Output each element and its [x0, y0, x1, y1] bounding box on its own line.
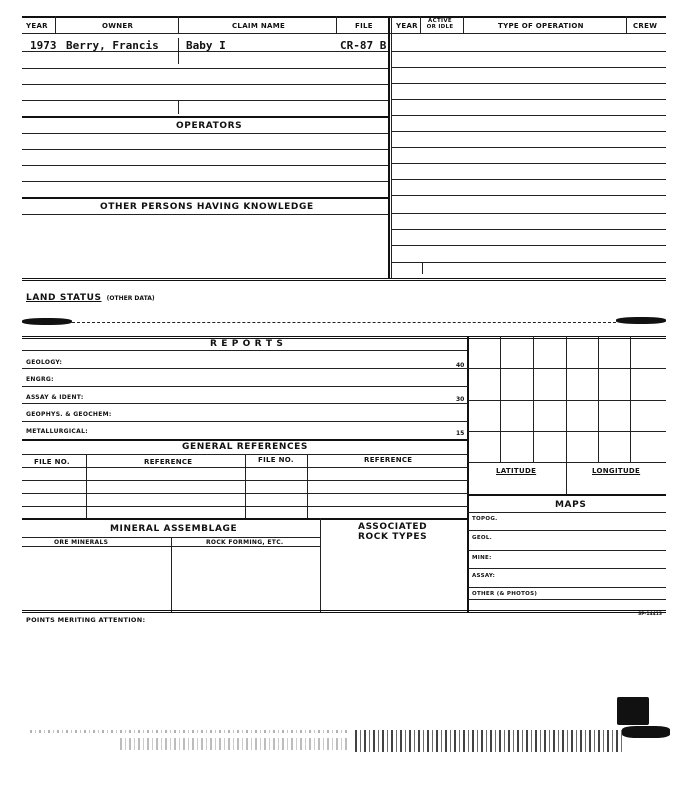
ref-header-file-no-1: FILE NO. — [34, 458, 70, 466]
entry-file: CR-87 B — [340, 39, 387, 52]
entry-year: 1973 — [30, 39, 57, 52]
scan-noise-dark — [355, 730, 625, 752]
header-crew: CREW — [633, 22, 658, 30]
report-geophys: GEOPHYS. & GEOCHEM: — [26, 411, 112, 418]
ore-minerals-header: ORE MINERALS — [54, 539, 109, 546]
ref-header-file-no-2: FILE NO. — [258, 456, 294, 464]
other-persons-title: OTHER PERSONS HAVING KNOWLEDGE — [100, 202, 314, 212]
scan-noise-band — [120, 738, 350, 750]
form-code: SP-14413 — [638, 612, 662, 617]
map-geol: GEOL. — [472, 535, 493, 541]
operators-title: OPERATORS — [176, 121, 243, 131]
scan-dark-block — [617, 697, 649, 725]
rock-forming-header: ROCK FORMING, ETC. — [206, 539, 284, 546]
longitude-label: LONGITUDE — [592, 467, 641, 475]
land-status-label — [26, 285, 155, 304]
points-meriting-attention: POINTS MERITING ATTENTION: — [26, 616, 146, 624]
maps-title: MAPS — [555, 500, 587, 510]
map-other: OTHER (& PHOTOS) — [472, 591, 538, 597]
header-year: YEAR — [26, 22, 48, 30]
ink-blot-left — [22, 318, 72, 325]
report-assay: ASSAY & IDENT: — [26, 394, 84, 401]
header-claim-name: CLAIM NAME — [232, 22, 286, 30]
associated-rock-types-title: ASSOCIATED ROCK TYPES — [358, 522, 428, 542]
ink-blot-right — [616, 317, 666, 324]
header-file: FILE — [355, 22, 373, 30]
header-type-of-operation: TYPE OF OPERATION — [498, 22, 584, 30]
report-assay-num: 30 — [456, 396, 465, 403]
land-status-sub: (OTHER DATA) — [106, 295, 155, 302]
header-active-idle: ACTIVE OR IDLE — [426, 18, 454, 30]
reports-title: R E P O R T S — [210, 339, 284, 349]
ref-header-reference-1: REFERENCE — [144, 458, 193, 466]
latitude-label: LATITUDE — [496, 467, 537, 475]
entry-owner: Berry, Francis — [66, 39, 159, 52]
report-engrg: ENGRG: — [26, 376, 54, 383]
report-metallurgical: METALLURGICAL: — [26, 428, 88, 435]
report-geology: GEOLOGY: — [26, 359, 63, 366]
report-metallurgical-num: 15 — [456, 430, 465, 437]
header-year-2: YEAR — [396, 22, 418, 30]
center-divider — [388, 16, 390, 278]
report-geology-num: 40 — [456, 362, 465, 369]
map-mine: MINE: — [472, 555, 492, 561]
scan-noise-left — [30, 730, 350, 733]
land-status-title: LAND STATUS — [26, 293, 102, 303]
general-references-title: GENERAL REFERENCES — [182, 442, 308, 452]
map-topog: TOPOG. — [472, 516, 498, 522]
header-owner: OWNER — [102, 22, 134, 30]
scan-dark-smear — [622, 726, 670, 738]
map-assay: ASSAY: — [472, 573, 496, 579]
ref-header-reference-2: REFERENCE — [364, 456, 413, 464]
mineral-assemblage-title: MINERAL ASSEMBLAGE — [110, 524, 238, 534]
entry-claim-name: Baby I — [186, 39, 226, 52]
